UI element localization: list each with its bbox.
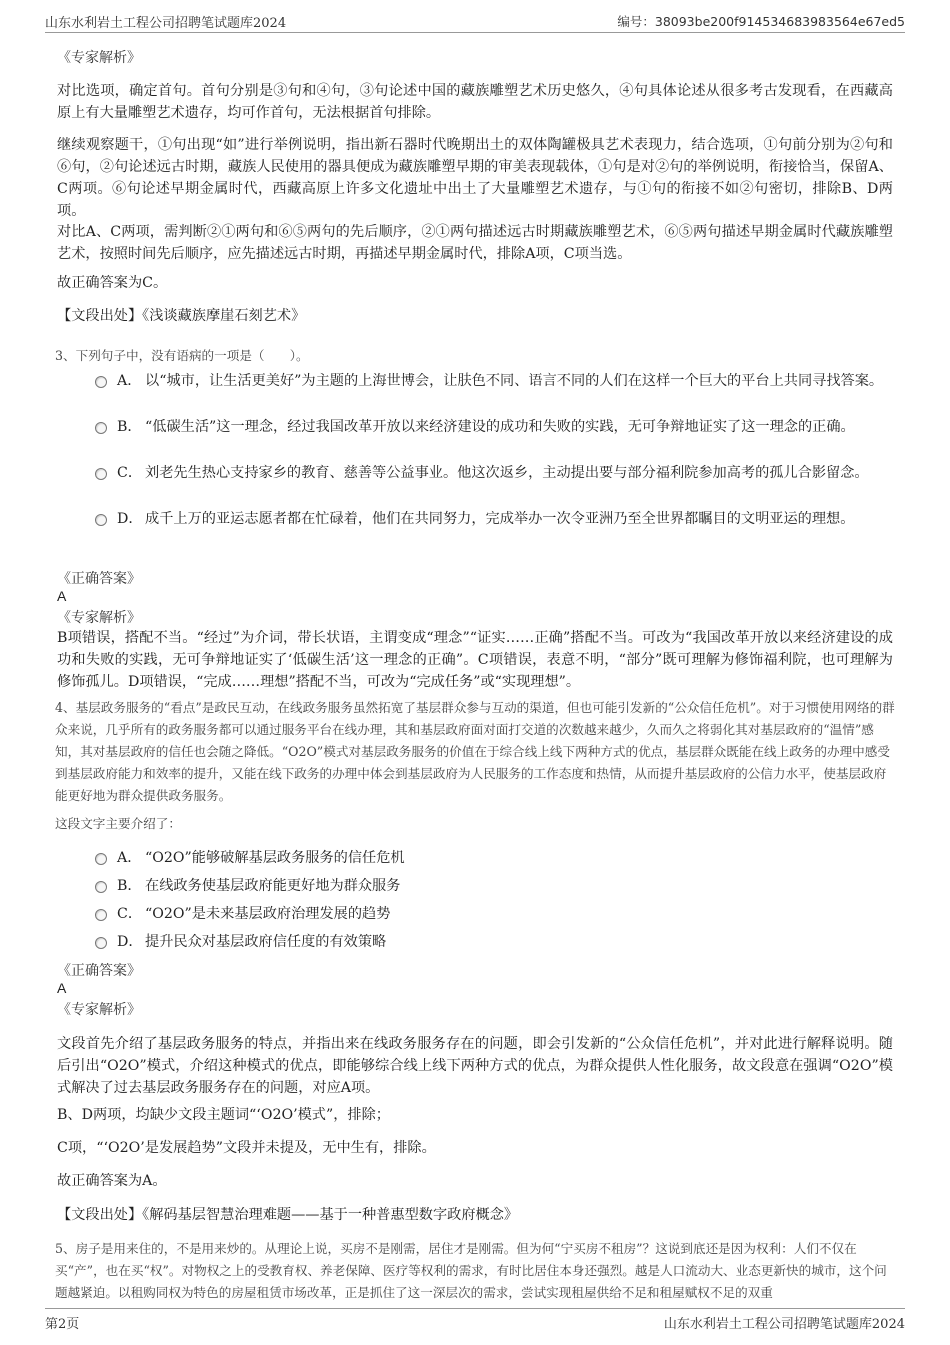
option-text: “O2O”能够破解基层政务服务的信任危机	[145, 850, 405, 866]
q4-analysis-label: 《专家解析》	[57, 1002, 141, 1018]
q3-answer-label: 《正确答案》	[57, 571, 141, 587]
option-letter: C．	[117, 465, 143, 481]
radio-icon[interactable]	[95, 881, 107, 893]
footer-title: 山东水利岩土工程公司招聘笔试题库2024	[663, 1317, 905, 1332]
radio-icon[interactable]	[95, 468, 107, 480]
option-letter: B．	[117, 419, 142, 435]
option-text: “低碳生活”这一理念，经过我国改革开放以来经济建设的成功和失败的实践，无可争辩地证实了这一理念的正确。	[145, 419, 855, 435]
option-text: 在线政务使基层政府能更好地为群众服务	[145, 878, 401, 894]
q4-option-d[interactable]	[95, 931, 895, 954]
q2-answer-summary: 故正确答案为C。	[57, 275, 168, 291]
option-text: 提升民众对基层政府信任度的有效策略	[145, 934, 387, 950]
q2-source: 【文段出处】《浅谈藏族摩崖石刻艺术》	[57, 308, 306, 324]
header-title: 山东水利岩土工程公司招聘笔试题库2024	[45, 16, 287, 31]
option-letter: A．	[117, 373, 142, 389]
option-letter: D．	[117, 511, 143, 527]
q4-option-c[interactable]	[95, 903, 895, 926]
q2-analysis-label: 《专家解析》	[57, 50, 141, 66]
radio-icon[interactable]	[95, 909, 107, 921]
q3-analysis-label: 《专家解析》	[57, 610, 141, 626]
q3-answer: A	[57, 588, 67, 604]
radio-icon[interactable]	[95, 514, 107, 526]
q4-stem: 4、基层政务服务的“看点”是政民互动，在线政务服务虽然拓宽了基层群众参与互动的渠道，但也可能引发新的“公众信任危机”。对于习惯使用网络的群众来说，几乎所有的政务服务都可以通过服务平台在线办理，其和基层政府面对面打交道的次数越来越少，久而久之将弱化其对基层政府的“温情”感知，其对基层政府的信任也会随之降低。“O2O”模式对基层政务服务的价值在于综合线上线下两种方式的优点，基层群众既能在线上政务的办理中感受到基层政府能力和效率的提升，又能在线下政务的办理中体会到基层政府为人民服务的工作态度和热情，从而提升基层政府的公信力水平，使基层政府能更好地为群众提供政务服务。	[55, 700, 895, 803]
q5-stem: 5、房子是用来住的，不是用来炒的。从理论上说，买房不是刚需，居住才是刚需。但为何“宁买房不租房”？这说到底还是因为权利：人们不仅在买“产”，也在买“权”。对物权之上的受教育权、养老保障、医疗等权利的需求，有时比居住本身还强烈。越是人口流动大、业态更新快的城市，这个问题越紧迫。以租购同权为特色的房屋租赁市场改革，正是抓住了这一深层次的需求，尝试实现租屋供给不足和租屋赋权不足的双重	[55, 1241, 887, 1300]
page-footer	[45, 1308, 905, 1333]
q2-analysis-para-1: 对比选项，确定首句。首句分别是③句和④句，③句论述中国的藏族雕塑艺术历史悠久，④句具体论述从很多考古发现看，在西藏高原上有大量雕塑艺术遗存，均可作首句，无法根据首句排除。	[57, 83, 893, 121]
q3-option-d[interactable]	[95, 508, 895, 531]
radio-icon[interactable]	[95, 937, 107, 949]
option-text: 刘老先生热心支持家乡的教育、慈善等公益事业。他这次返乡，主动提出要与部分福利院参加高考的孤儿合影留念。	[145, 465, 869, 481]
radio-icon[interactable]	[95, 853, 107, 865]
q4-analysis-para-1: 文段首先介绍了基层政务服务的特点，并指出来在线政务服务存在的问题，即会引发新的“公众信任危机”，并对此进行解释说明。随后引出“O2O”模式，介绍这种模式的优点，即能够综合线上线下两种方式的优点，为群众提供人性化服务，故文段意在强调“O2O”模式解决了过去基层政务服务存在的问题，对应A项。	[57, 1036, 893, 1096]
q4-answer: A	[57, 980, 67, 996]
q4-question: 这段文字主要介绍了：	[55, 816, 181, 831]
q4-answer-summary: 故正确答案为A。	[57, 1173, 167, 1189]
q3-stem: 3、下列句子中，没有语病的一项是（ ）。	[55, 348, 309, 363]
page-number: 第2页	[45, 1317, 80, 1332]
page-header	[45, 10, 905, 33]
option-letter: B．	[117, 878, 142, 894]
q2-analysis-para-3: 对比A、C两项，需判断②①两句和⑥⑤两句的先后顺序，②①两句描述远古时期藏族雕塑艺术，⑥⑤两句描述早期金属时代藏族雕塑艺术，按照时间先后顺序，应先描述远古时期，再描述早期金属时代，排除A项，C项当选。	[57, 224, 893, 262]
q3-option-b[interactable]	[95, 416, 895, 439]
q4-option-b[interactable]	[95, 875, 895, 898]
option-text: 成千上万的亚运志愿者都在忙碌着，他们在共同努力，完成举办一次令亚洲乃至全世界都瞩目的文明亚运的理想。	[145, 511, 855, 527]
q4-analysis-para-2: B、D两项，均缺少文段主题词“‘O2O’模式”，排除；	[57, 1107, 390, 1123]
radio-icon[interactable]	[95, 422, 107, 434]
option-text: “O2O”是未来基层政府治理发展的趋势	[145, 906, 391, 922]
radio-icon[interactable]	[95, 376, 107, 388]
option-text: 以“城市，让生活更美好”为主题的上海世博会，让肤色不同、语言不同的人们在这样一个巨大的平台上共同寻找答案。	[145, 373, 884, 389]
q3-analysis: B项错误，搭配不当。“经过”为介词，带长状语，主谓变成“理念”“证实……正确”搭配不当。可改为“我国改革开放以来经济建设的成功和失败的实践，无可争辩地证实了‘低碳生活’这一理念的正确”。C项错误，表意不明，“部分”既可理解为修饰福利院，也可理解为修饰孤儿。D项错误，“完成……理想”搭配不当，可改为“完成任务”或“实现理想”。	[57, 630, 893, 690]
q4-answer-label: 《正确答案》	[57, 963, 141, 979]
q4-option-a[interactable]	[95, 847, 895, 870]
q4-source: 【文段出处】《解码基层智慧治理难题——基于一种普惠型数字政府概念》	[57, 1207, 519, 1223]
header-doc-code: 编号：38093be200f914534683983564e67ed5	[617, 14, 905, 29]
option-letter: C．	[117, 906, 143, 922]
option-letter: A．	[117, 850, 142, 866]
q3-option-c[interactable]	[95, 462, 895, 485]
q4-analysis-para-3: C项，“‘O2O’是发展趋势”文段并未提及，无中生有，排除。	[57, 1140, 436, 1156]
q3-option-a[interactable]	[95, 370, 895, 393]
option-letter: D．	[117, 934, 143, 950]
q2-analysis-para-2: 继续观察题干，①句出现“如”进行举例说明，指出新石器时代晚期出土的双体陶罐极具艺术表现力，结合选项，①句前分别为②句和⑥句，②句论述远古时期，藏族人民使用的器具便成为藏族雕塑早期的审美表现载体，①句是对②句的举例说明，衔接恰当，保留A、C两项。⑥句论述早期金属时代，西藏高原上许多文化遗址中出土了大量雕塑艺术遗存，与①句的衔接不如②句密切，排除B、D两项。	[57, 137, 893, 219]
